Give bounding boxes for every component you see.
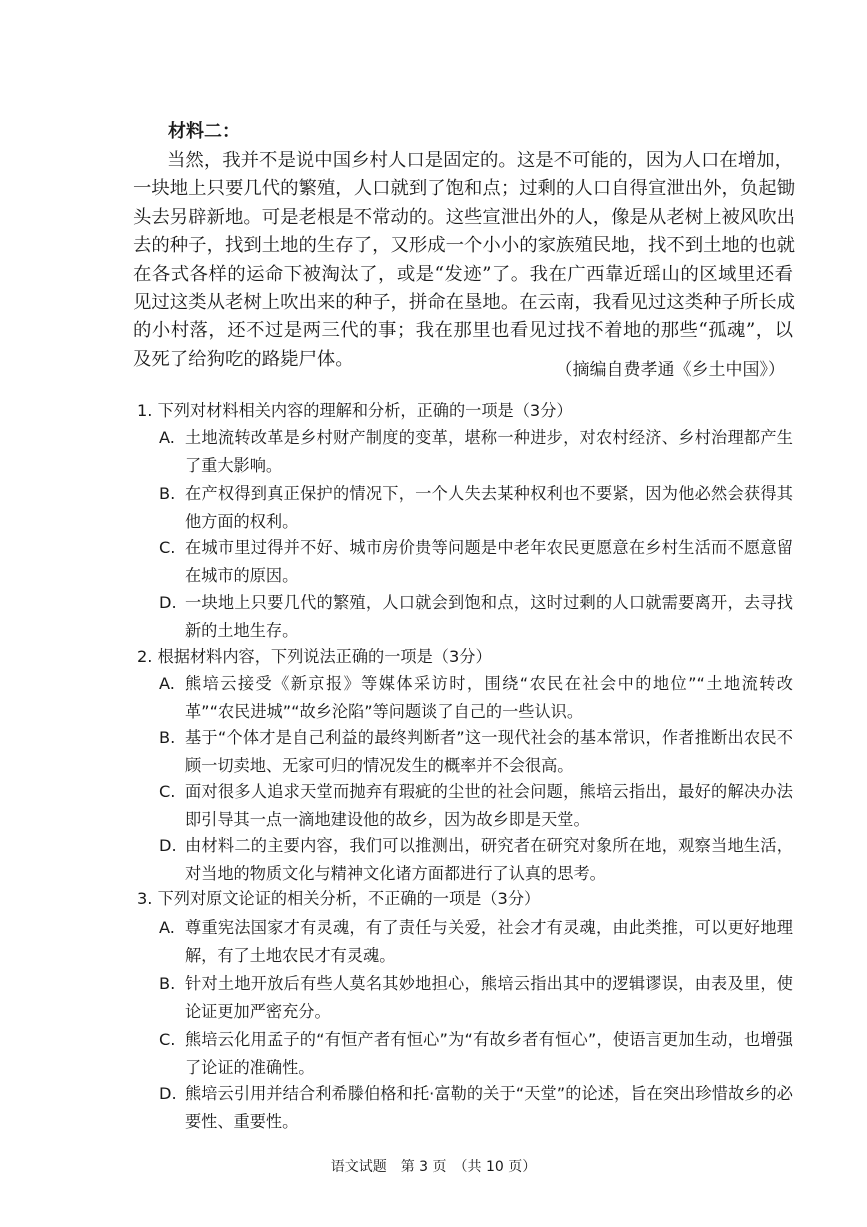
option-text: 土地流转改革是乡村财产制度的变革，堪称一种进步，对农村经济、乡村治理都产生了重大影响。 [185, 428, 793, 475]
option-c [159, 534, 793, 590]
question-stem: 1. 下列对材料相关内容的理解和分析，正确的一项是（3分） [137, 401, 573, 420]
option-letter: A. [159, 428, 175, 447]
material-passage [133, 147, 796, 374]
option-text: 熊培云接受《新京报》等媒体采访时，围绕“农民在社会中的地位”“土地流转改革”“农民进城”“故乡沦陷”等问题谈了自己的一些认识。 [185, 674, 793, 721]
option-letter: D. [159, 593, 177, 612]
option-c [159, 778, 793, 834]
option-text: 尊重宪法国家才有灵魂，有了责任与关爱，社会才有灵魂，由此类推，可以更好地理解，有了土地农民才有灵魂。 [185, 918, 793, 965]
passage-line: 及死了给狗吃的路毙尸体。 [133, 348, 354, 370]
source-citation: （摘编自费孝通《乡土中国》） [555, 360, 785, 380]
option-a [159, 914, 793, 970]
passage-line: 头去另辟新地。可是老根是不常动的。这些宣泄出外的人，像是从老树上被风吹出 [133, 206, 796, 228]
passage-line: 去的种子，找到土地的生存了，又形成一个小小的家族殖民地，找不到土地的也就 [133, 235, 796, 257]
option-text: 熊培云化用孟子的“有恒产者有恒心”为“有故乡者有恒心”，使语言更加生动，也增强了论证的准确性。 [185, 1030, 793, 1077]
question-stem: 2. 根据材料内容，下列说法正确的一项是（3分） [137, 647, 492, 666]
option-letter: C. [159, 1030, 176, 1049]
option-d [159, 589, 793, 645]
option-d [159, 1080, 793, 1136]
passage-line: 一块地上只要几代的繁殖，人口就到了饱和点；过剩的人口自得宣泄出外，负起锄 [133, 178, 796, 200]
passage-line: 当然，我并不是说中国乡村人口是固定的。这是不可能的，因为人口在增加， [167, 150, 793, 171]
option-letter: B. [159, 484, 176, 503]
option-letter: B. [159, 728, 176, 747]
option-text: 一块地上只要几代的繁殖，人口就会到饱和点，这时过剩的人口就需要离开，去寻找新的土地生存。 [185, 593, 793, 640]
option-letter: B. [159, 974, 176, 993]
option-text: 在产权得到真正保护的情况下，一个人失去某种权利也不要紧，因为他必然会获得其他方面的权利。 [185, 484, 793, 531]
option-text: 熊培云引用并结合利希滕伯格和托·富勒的关于“天堂”的论述，旨在突出珍惜故乡的必要性、重要性。 [185, 1084, 793, 1131]
passage-line: 在各式各样的运命下被淘汰了，或是“发迹”了。我在广西靠近瑶山的区域里还看 [133, 263, 793, 285]
option-b [159, 480, 793, 536]
question-stem: 3. 下列对原文论证的相关分析，不正确的一项是（3分） [137, 889, 541, 908]
option-d [159, 832, 793, 888]
option-text: 在城市里过得并不好、城市房价贵等问题是中老年农民更愿意在乡村生活而不愿意留在城市的原因。 [185, 538, 793, 585]
option-letter: C. [159, 782, 176, 801]
page-footer: 语文试题 第 3 页 （共 10 页） [330, 1159, 537, 1175]
passage-line: 见过这类从老树上吹出来的种子，拼命在垦地。在云南，我看见过这类种子所长成 [133, 292, 796, 314]
option-text: 由材料二的主要内容，我们可以推测出，研究者在研究对象所在地，观察当地生活，对当地的物质文化与精神文化诸方面都进行了认真的思考。 [185, 836, 793, 883]
option-a [159, 670, 793, 726]
option-a [159, 424, 793, 480]
option-c [159, 1026, 793, 1082]
material-title: 材料二： [168, 121, 240, 142]
option-text: 面对很多人追求天堂而抛弃有瑕疵的尘世的社会问题，熊培云指出，最好的解决办法即引导其一点一滴地建设他的故乡，因为故乡即是天堂。 [185, 782, 793, 829]
option-letter: A. [159, 674, 175, 693]
option-letter: D. [159, 836, 177, 855]
option-b [159, 970, 793, 1026]
option-letter: D. [159, 1084, 177, 1103]
option-text: 基于“个体才是自己利益的最终判断者”这一现代社会的基本常识，作者推断出农民不顾一切卖地、无家可归的情况发生的概率并不会很高。 [185, 728, 793, 775]
option-letter: A. [159, 918, 175, 937]
option-text: 针对土地开放后有些人莫名其妙地担心，熊培云指出其中的逻辑谬误，由表及里，使论证更加严密充分。 [185, 974, 793, 1021]
passage-line: 的小村落，还不过是两三代的事；我在那里也看见过找不着地的那些“孤魂”，以 [133, 320, 793, 342]
option-b [159, 724, 793, 780]
option-letter: C. [159, 538, 176, 557]
